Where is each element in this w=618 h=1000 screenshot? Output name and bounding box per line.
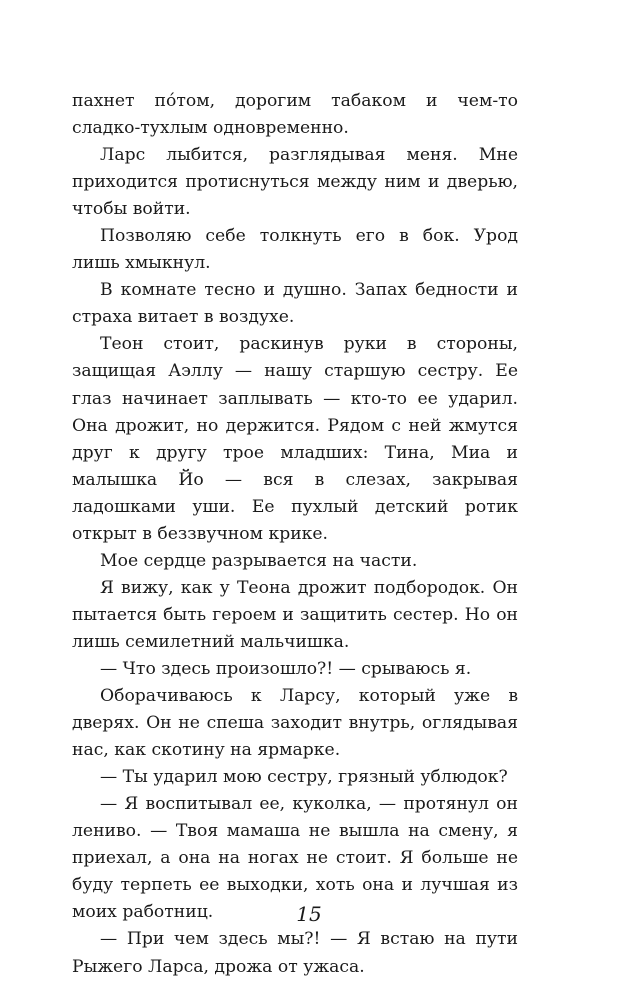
- paragraph-1: пахнет по́том, дорогим табаком и чем-то сладко-тухлым одновременно.: [72, 91, 518, 139]
- paragraph-4: В комнате тесно и душно. Запах бедности и страха витает в воздухе.: [72, 280, 518, 328]
- page-number: 15: [296, 902, 322, 926]
- paragraph-10: — Ты ударил мою сестру, грязный ублюдок?: [100, 767, 508, 788]
- paragraph-2: Ларс лыбится, разглядывая меня. Мне приходится протиснуться между ним и дверью, чтобы войти.: [72, 145, 518, 220]
- paragraph-6: Мое сердце разрывается на части.: [100, 550, 418, 571]
- paragraph-12: — При чем здесь мы?! — Я встаю на пути Рыжего Ларса, дрожа от ужаса.: [72, 929, 518, 977]
- paragraph-9: Оборачиваюсь к Ларсу, который уже в дверях. Он не спеша заходит внутрь, оглядывая нас, как скотину на ярмарке.: [72, 686, 518, 761]
- paragraph-5: Теон стоит, раскинув руки в стороны, защищая Аэллу — нашу старшую сестру. Ее глаз начинает заплывать — кто-то ее ударил. Она дрожит, но держится. Рядом с ней жмутся друг к другу трое младших: Тина, Миа и малышка Йо — вся в слезах, закрывая ладошками уши. Ее пухлый детский ротик открыт в беззвучном крике.: [72, 334, 518, 544]
- paragraph-3: Позволяю себе толкнуть его в бок. Урод лишь хмыкнул.: [72, 226, 518, 274]
- paragraph-11: — Я воспитывал ее, куколка, — протянул он лениво. — Твоя мамаша не вышла на смену, я приехал, а она на ногах не стоит. Я больше не буду терпеть ее выходки, хоть она и лучшая из моих работниц.: [72, 794, 518, 923]
- paragraph-8: — Что здесь произошло?! — срываюсь я.: [100, 658, 472, 679]
- page-body: [72, 88, 518, 981]
- paragraph-7: Я вижу, как у Теона дрожит подбородок. Он пытается быть героем и защитить сестер. Но он лишь семилетний мальчишка.: [72, 577, 518, 652]
